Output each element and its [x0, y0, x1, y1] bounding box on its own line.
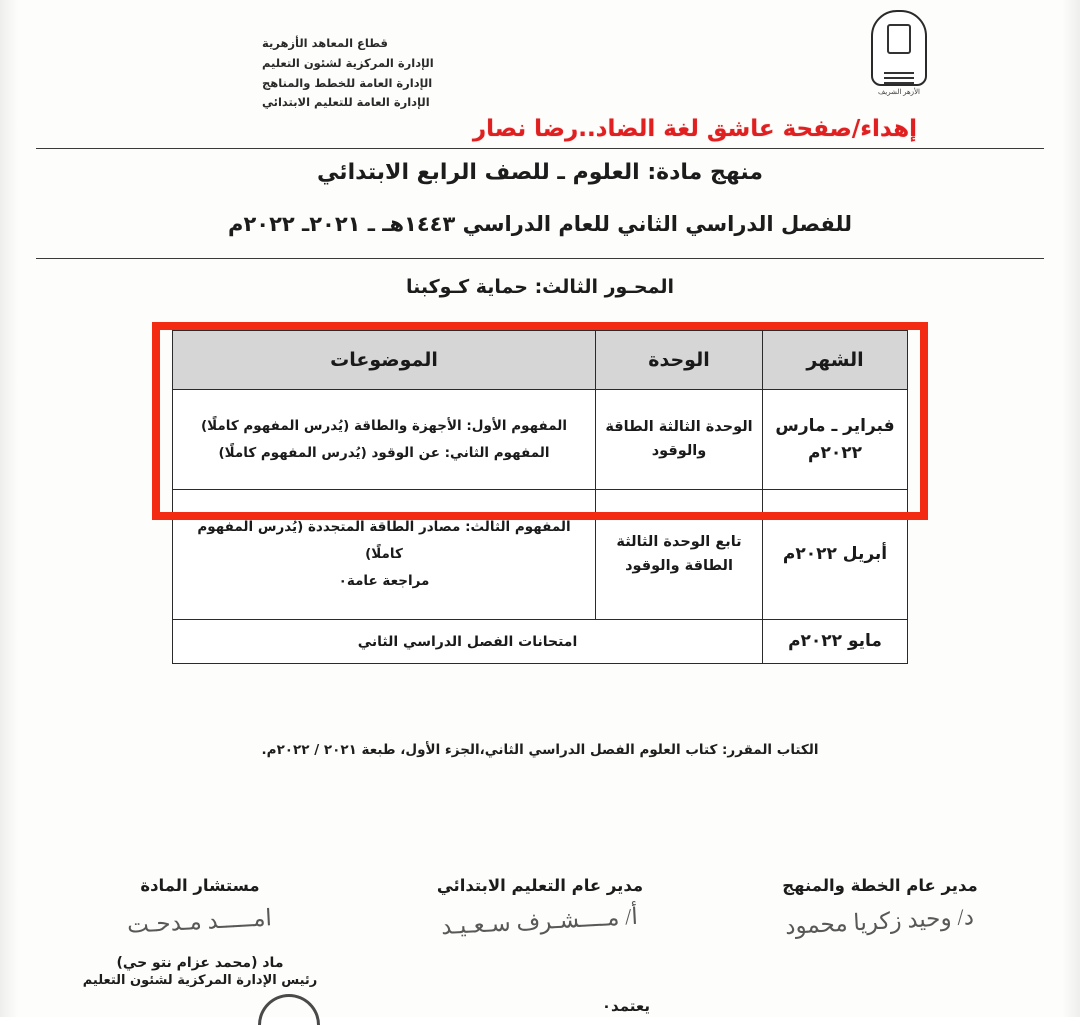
curriculum-table-wrapper — [172, 330, 908, 664]
signature-scribble: د/ وحيد زكريا محمود — [784, 904, 975, 939]
azhar-crest-logo — [863, 10, 935, 128]
unit-line-1: تابع — [715, 534, 742, 551]
textbook-footnote: الكتاب المقرر: كتاب العلوم الفصل الدراسي الثاني،الجزء الأول، طبعة ٢٠٢١ / ٢٠٢٢م. — [261, 742, 819, 758]
cell-exams: امتحانات الفصل الدراسي الثاني — [173, 620, 763, 664]
topic-line-1: المفهوم الثالث: مصادر الطاقة المتجددة (يُدرس المفهوم كاملًا) — [197, 519, 571, 562]
org-line-4: الإدارة العامة للتعليم الابتدائي — [262, 95, 430, 110]
signature-block-primary-director — [380, 876, 700, 988]
signature-name: ماد (محمد عزام نتو حي) — [116, 955, 284, 971]
org-line-1: قطاع المعاهد الأزهرية — [262, 36, 388, 50]
stamp-mark — [258, 994, 320, 1025]
signature-title: مدير عام التعليم الابتدائي — [436, 876, 644, 895]
watermark-credit: إهداء/صفحة عاشق لغة الضاد..رضا نصار — [472, 116, 918, 142]
month-line-2: ٢٠٢٢م — [782, 544, 837, 565]
table-row — [173, 620, 908, 664]
term-title: للفصل الدراسي الثاني للعام الدراسي ١٤٤٣هـ ـ ٢٠٢١ـ ٢٠٢٢م — [228, 212, 852, 236]
topic-line-2: مراجعة عامة٠ — [338, 573, 430, 589]
signature-title: مستشار المادة — [140, 876, 260, 895]
topic-line-2: المفهوم الثاني: عن الوقود (يُدرس المفهوم كاملًا) — [218, 444, 550, 461]
month-line-2: ٢٠٢٢م — [808, 442, 862, 463]
divider-middle — [36, 258, 1044, 259]
signature-block-advisor — [40, 876, 360, 988]
header-unit: الوحدة — [596, 331, 763, 390]
crest-label: الأزهر الشريف — [878, 88, 920, 96]
unit-line-3: الطاقة والوقود — [625, 557, 733, 574]
approval-label: يعتمد٠ — [601, 997, 650, 1015]
divider-top — [36, 148, 1044, 149]
cell-topics — [173, 490, 596, 620]
month-line-1: فبراير ـ مارس — [775, 416, 895, 437]
table-row — [173, 490, 908, 620]
header-month: الشهر — [763, 331, 908, 390]
subject-title: منهج مادة: العلوم ـ للصف الرابع الابتدائي — [317, 160, 763, 185]
cell-month — [763, 490, 908, 620]
table-header-row — [173, 331, 908, 390]
cell-topics — [173, 390, 596, 490]
signature-scribble: امـــــد مـدحـت — [126, 905, 273, 938]
document-header — [0, 8, 1080, 148]
cell-unit — [596, 390, 763, 490]
month-line-1: مايو ٢٠٢٢م — [788, 631, 882, 652]
signature-block-plan-director — [720, 876, 1040, 988]
signature-row — [40, 876, 1040, 988]
table-body — [173, 390, 908, 664]
table-row — [173, 390, 908, 490]
org-line-2: الإدارة المركزية لشئون التعليم — [262, 55, 434, 70]
signature-scribble: أ/ مــــشـرف سـعـيـد — [440, 903, 639, 940]
cell-month — [763, 390, 908, 490]
cell-month — [763, 620, 908, 664]
org-line-3: الإدارة العامة للخطط والمناهج — [262, 75, 433, 90]
topic-line-1: المفهوم الأول: الأجهزة والطاقة (يُدرس المفهوم كاملًا) — [200, 417, 567, 434]
signature-subtitle: رئيس الإدارة المركزية لشئون التعليم — [82, 973, 318, 988]
crest-icon — [871, 10, 927, 86]
unit-line-2: الطاقة والوقود — [605, 419, 707, 459]
signature-title: مدير عام الخطة والمنهج — [782, 876, 978, 895]
curriculum-table — [172, 330, 908, 664]
scan-edge-left — [0, 0, 18, 1017]
unit-line-1: الوحدة الثالثة — [658, 419, 753, 436]
unit-line-2: الوحدة الثالثة — [616, 534, 711, 551]
table-head — [173, 331, 908, 390]
cell-unit — [596, 490, 763, 620]
organization-lines — [250, 34, 850, 113]
month-line-1: أبريل — [842, 544, 888, 565]
axis-title: المحـور الثالث: حماية كـوكبنا — [405, 276, 675, 298]
scan-edge-right — [1062, 0, 1080, 1017]
header-topics: الموضوعات — [173, 331, 596, 390]
